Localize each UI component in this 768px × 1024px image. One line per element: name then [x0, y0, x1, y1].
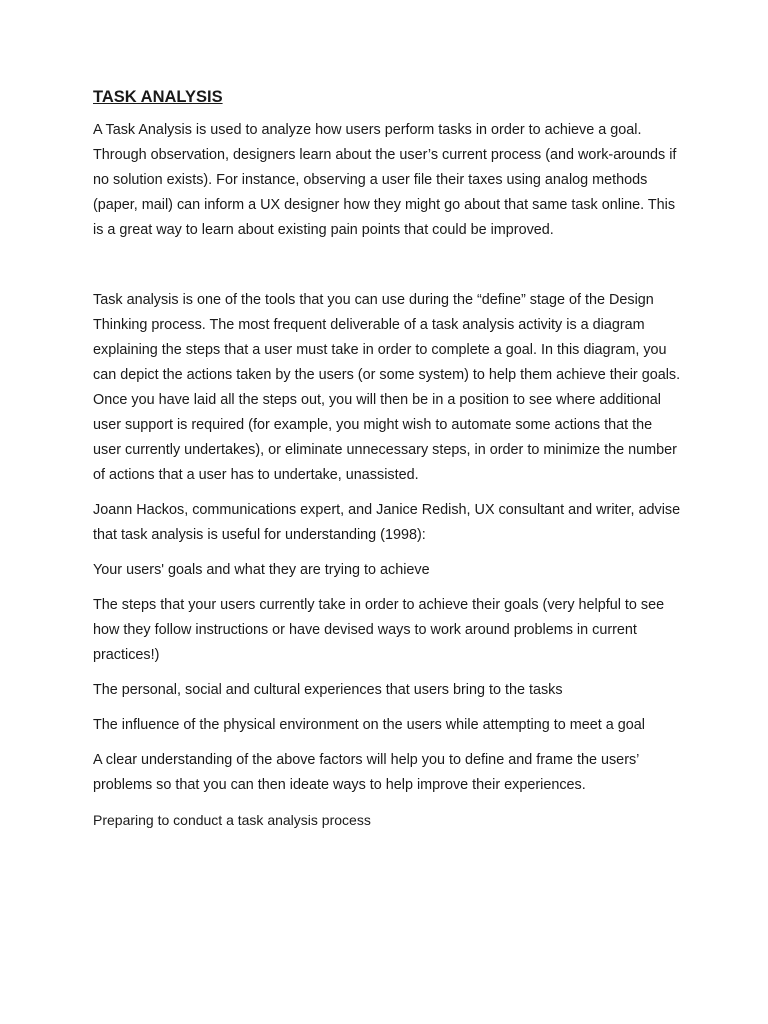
paragraph-steps: The steps that your users currently take in order to achieve their goals (very helpful to see how they follow instructions or have devised ways to work around problems in current practices!) — [93, 597, 665, 663]
paragraph-experiences: The personal, social and cultural experiences that users bring to the tasks — [93, 682, 563, 698]
paragraph-hackos-redish: Joann Hackos, communications expert, and Janice Redish, UX consultant and writer, advise that task analysis is useful for understanding (1998): — [93, 502, 681, 543]
paragraph-environment: The influence of the physical environment on the users while attempting to meet a goal — [93, 717, 645, 733]
paragraph-intro: A Task Analysis is used to analyze how users perform tasks in order to achieve a goal. Through observation, designers learn about the user’s current process (and work-arounds if no solution exists). For instance, observing a user file their taxes using analog methods (paper, mail) can inform a UX designer how they might go about that same task online. This is a great way to learn about existing pain points that could be improved. — [93, 122, 677, 238]
paragraph-preparing: Preparing to conduct a task analysis process — [93, 812, 371, 828]
document-body — [93, 86, 683, 843]
paragraph-define-stage: Task analysis is one of the tools that you can use during the “define” stage of the Design Thinking process. The most frequent deliverable of a task analysis activity is a diagram explaining the steps that a user must take in order to complete a goal. In this diagram, you can depict the actions taken by the users (or some system) to help them achieve their goals. Once you have laid all the steps out, you will then be in a position to see where additional user support is required (for example, you might wish to automate some actions that the user currently undertakes), or eliminate unnecessary steps, in order to minimize the number of actions that a user has to undertake, unassisted. — [93, 292, 681, 483]
page-title: TASK ANALYSIS — [93, 88, 223, 106]
paragraph-understanding: A clear understanding of the above factors will help you to define and frame the users’ problems so that you can then ideate ways to help improve their experiences. — [93, 752, 639, 793]
paragraph-users-goals: Your users' goals and what they are trying to achieve — [93, 562, 430, 578]
